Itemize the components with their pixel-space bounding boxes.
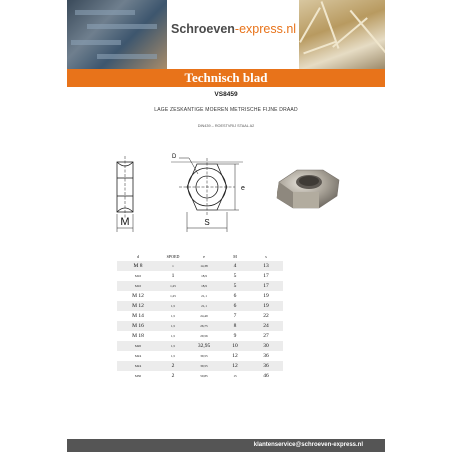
table-cell: M10	[117, 281, 159, 291]
table-header: d	[117, 251, 159, 261]
table-cell: 9	[233, 333, 237, 339]
table-cell: M 14	[132, 313, 144, 319]
logo-brand: Schroeven	[171, 22, 235, 36]
page-title: Technisch blad	[67, 69, 385, 87]
table-cell: 17	[249, 281, 283, 291]
table-cell: 39,55	[187, 361, 221, 371]
table-header: s	[249, 251, 283, 261]
table-cell: M20	[117, 341, 159, 351]
table-row	[117, 341, 283, 351]
table-cell: 1,5	[170, 354, 176, 358]
header-banner	[67, 0, 385, 69]
table-cell: M 16	[117, 321, 159, 331]
table-cell: 1,5	[159, 341, 187, 351]
table-cell: 19	[263, 293, 269, 299]
table-cell: 8	[221, 321, 249, 331]
footer-email-link[interactable]: klantenservice@schroeven-express.nl	[253, 442, 363, 448]
table-cell: M24	[117, 361, 159, 371]
label-m: M	[120, 216, 130, 228]
technical-drawing	[67, 142, 385, 242]
table-cell: 1,25	[170, 294, 176, 298]
table-cell: 26,75	[187, 321, 221, 331]
table-cell: 1,5	[159, 301, 187, 311]
table-header-row	[117, 251, 283, 261]
table-cell: 36	[263, 353, 269, 359]
table-cell: 12	[221, 361, 249, 371]
table-cell: M 18	[132, 333, 144, 339]
table-cell: M 12	[132, 293, 144, 299]
table-cell: 19	[249, 301, 283, 311]
footer-bar	[67, 439, 385, 452]
table-row	[117, 291, 283, 301]
table-cell: 1,5	[170, 334, 176, 338]
table-header: SPOED	[159, 251, 187, 261]
table-cell: 17	[263, 273, 269, 279]
table-cell: M 8	[117, 261, 159, 271]
table-cell: 22	[263, 313, 269, 319]
label-d: D	[172, 154, 177, 160]
table-cell: 6	[221, 301, 249, 311]
table-cell: 27	[263, 333, 269, 339]
table-cell: 12	[232, 353, 238, 359]
table-cell: 39,55	[200, 354, 208, 358]
table-cell: 30	[249, 341, 283, 351]
table-cell: 21,1	[201, 294, 207, 298]
table-cell: 1,5	[170, 314, 176, 318]
table-cell: 5	[233, 273, 237, 279]
table-cell: 2	[159, 361, 187, 371]
table-cell: 24,49	[200, 314, 208, 318]
table-cell: 50,85	[200, 374, 208, 378]
table-cell: 32,95	[187, 341, 221, 351]
table-cell: 18,9	[201, 274, 207, 278]
dimensions-table	[117, 251, 283, 381]
label-s: S	[204, 218, 210, 227]
table-row	[117, 301, 283, 311]
table-cell: M30	[134, 374, 142, 378]
table-cell: 4	[221, 261, 249, 271]
table-cell: 1,25	[159, 281, 187, 291]
label-e: e	[241, 185, 245, 192]
table-cell: 18,9	[187, 281, 221, 291]
table-row	[117, 321, 283, 331]
table-cell: 6	[233, 293, 237, 299]
table-cell: 36	[249, 361, 283, 371]
table-row	[117, 361, 283, 371]
table-cell: 13	[249, 261, 283, 271]
table-cell: 1	[171, 273, 175, 279]
table-header: M	[221, 251, 249, 261]
table-cell: 21,1	[187, 301, 221, 311]
table-header: e	[187, 251, 221, 261]
company-logo[interactable]	[171, 22, 296, 36]
table-row	[117, 271, 283, 281]
table-cell: 24	[249, 321, 283, 331]
table-cell: M24	[134, 354, 142, 358]
workshop-photo	[67, 0, 167, 69]
table-cell: 10	[221, 341, 249, 351]
logo-area	[167, 0, 299, 69]
table-cell: 1	[159, 261, 187, 271]
product-code: VS8459	[214, 91, 238, 98]
table-cell: M 12	[117, 301, 159, 311]
table-row	[117, 331, 283, 341]
table-cell: M10	[134, 274, 142, 278]
product-description: LAGE ZESKANTIGE MOEREN METRISCHE FIJNE DRAAD	[154, 107, 298, 113]
nut-photo	[277, 170, 339, 208]
logo-accent: -express.nl	[234, 22, 297, 36]
table-cell: 29,56	[200, 334, 208, 338]
table-cell: 7	[233, 313, 237, 319]
table-cell: 14,38	[187, 261, 221, 271]
table-row	[117, 281, 283, 291]
product-standard: DIN439 – ROESTVRIJ STAAL A2	[197, 124, 255, 128]
table-cell: 15	[233, 374, 237, 378]
table-cell: 2	[171, 373, 175, 379]
datasheet-page	[67, 0, 385, 452]
table-row	[117, 371, 283, 381]
screws-photo	[299, 0, 385, 69]
table-row	[117, 261, 283, 271]
table-cell: 1,5	[159, 321, 187, 331]
table-row	[117, 311, 283, 321]
table-cell: 5	[221, 281, 249, 291]
table-row	[117, 351, 283, 361]
table-cell: 46	[263, 373, 269, 379]
